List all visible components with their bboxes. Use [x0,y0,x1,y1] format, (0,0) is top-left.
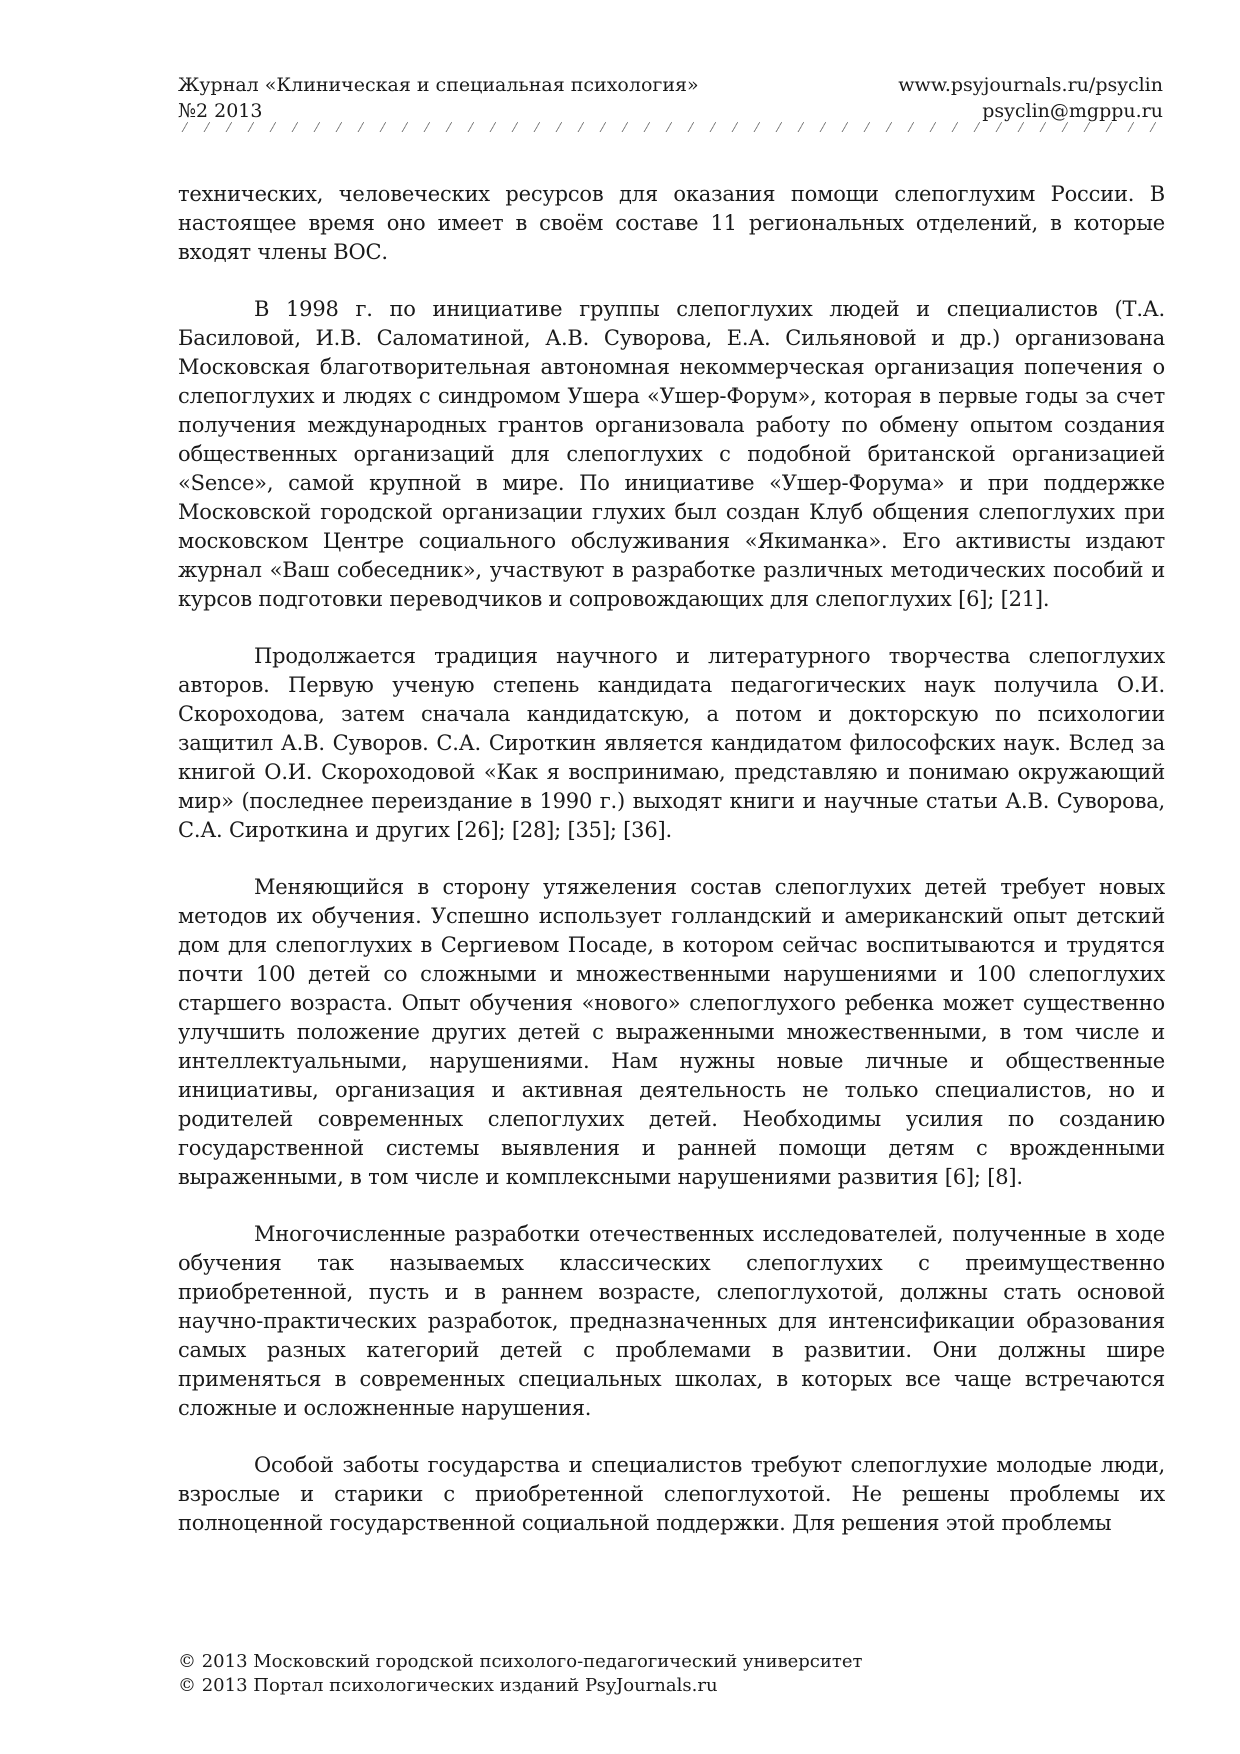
paragraph-continuation: технических, человеческих ресурсов для оказания помощи слепоглухим России. В настоящее время оно имеет в своём составе 11 региональных отделений, в которые входят члены ВОС. [178,182,1165,264]
journal-issue: №2 2013 [178,100,263,122]
journal-website-link[interactable]: www.psyjournals.ru/psyclin [898,74,1163,96]
footer-copyright-university: © 2013 Московский городской психолого-педагогический университет [178,1651,863,1672]
article-body [178,180,1165,1566]
header-divider [178,122,1168,132]
page-footer [178,1650,1078,1698]
header-row-2 [178,98,1163,124]
paragraph-adult-care: Особой заботы государства и специалистов требуют слепоглухие молодые люди, взрослые и старики с приобретенной слепоглухотой. Не решены проблемы их полноценной государственной социальной поддержки. Для решения этой проблемы [178,1453,1165,1535]
paragraph-research-developments: Многочисленные разработки отечественных исследователей, полученные в ходе обучения так называемых классических слепоглухих с преимущественно приобретенной, пусть и в раннем возрасте, слепоглухотой, должны стать основой научно-практических разработок, предназначенных для интенсификации образования самых разных категорий детей с проблемами в развитии. Они должны шире применяться в современных специальных школах, в которых все чаще встречаются сложные и осложненные нарушения. [178,1222,1165,1420]
page-header [178,72,1163,124]
paragraph-scientific-tradition: Продолжается традиция научного и литературного творчества слепоглухих авторов. Первую ученую степень кандидата педагогических наук получила О.И. Скороходова, затем сначала кандидатскую, а потом и докторскую по психологии защитил А.В. Суворов. С.А. Сироткин является кандидатом философских наук. Вслед за книгой О.И. Скороходовой «Как я воспринимаю, представляю и понимаю окружающий мир» (последнее переиздание в 1990 г.) выходят книги и научные статьи А.В. Суворова, С.А. Сироткина и других [26]; [28]; [35]; [36]. [178,644,1165,842]
footer-copyright-portal: © 2013 Портал психологических изданий PsyJournals.ru [178,1675,718,1696]
paragraph-new-methods: Меняющийся в сторону утяжеления состав слепоглухих детей требует новых методов их обучения. Успешно использует голландский и американский опыт детский дом для слепоглухих в Сергиевом Посаде, в котором сейчас воспитываются и трудятся почти 100 детей со сложными и множественными нарушениями и 100 слепоглухих старшего возраста. Опыт обучения «нового» слепоглухого ребенка может существенно улучшить положение других детей с выраженными множественными, в том числе и интеллектуальными, нарушениями. Нам нужны новые личные и общественные инициативы, организация и активная деятельность не только специалистов, но и родителей современных слепоглухих детей. Необходимы усилия по созданию государственной системы выявления и ранней помощи детям с врожденными выраженными, в том числе и комплексными нарушениями развития [6]; [8]. [178,875,1165,1189]
header-row-1 [178,72,1163,98]
journal-title: Журнал «Клиническая и специальная психология» [178,74,699,96]
paragraph-usher-forum: В 1998 г. по инициативе группы слепоглухих людей и специалистов (Т.А. Басиловой, И.В. Саломатиной, А.В. Суворова, Е.А. Сильяновой и др.) организована Московская благотворительная автономная некоммерческая организация попечения о слепоглухих и людях с синдромом Ушера «Ушер-Форум», которая в первые годы за счет получения международных грантов организовала работу по обмену опытом создания общественных организаций для слепоглухих с подобной британской организацией «Sence», самой крупной в мире. По инициативе «Ушер-Форума» и при поддержке Московской городской организации глухих был создан Клуб общения слепоглухих при московском Центре социального обслуживания «Якиманка». Его активисты издают журнал «Ваш собеседник», участвуют в разработке различных методических пособий и курсов подготовки переводчиков и сопровождающих для слепоглухих [6]; [21]. [178,297,1165,611]
journal-email-link[interactable]: psyclin@mgppu.ru [982,100,1163,122]
